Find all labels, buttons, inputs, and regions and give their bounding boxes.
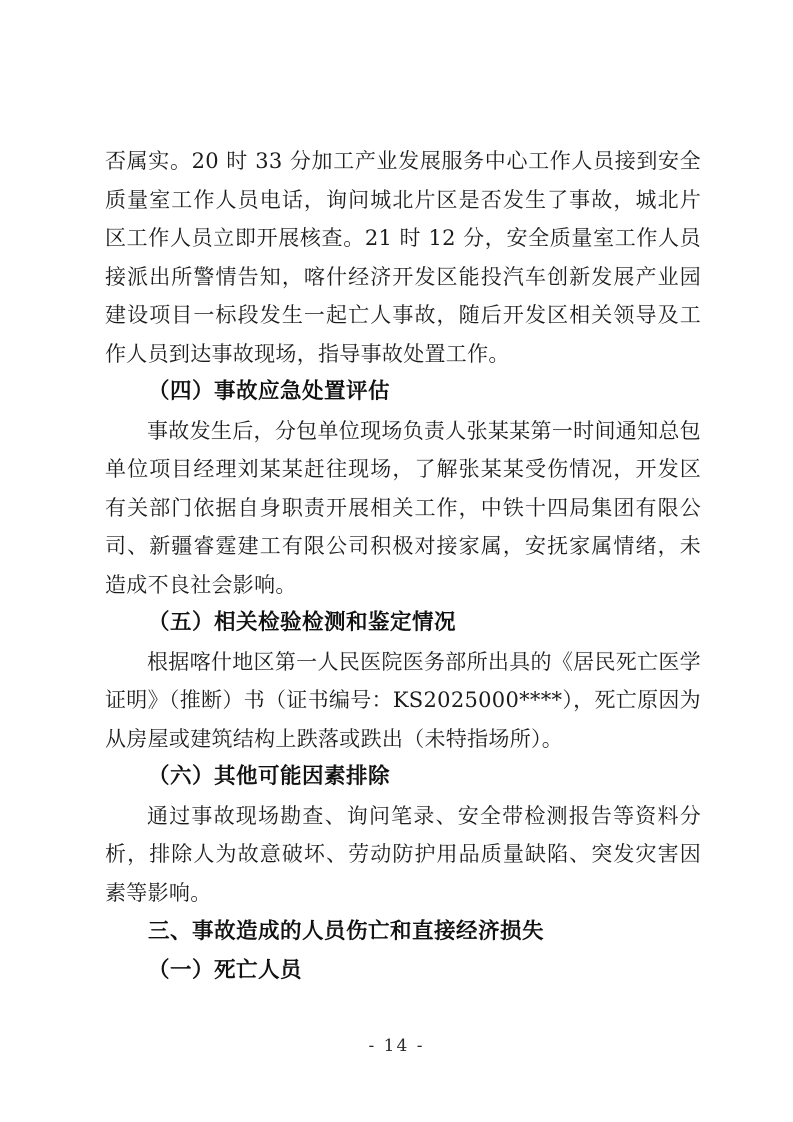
paragraph-inspection-and-appraisal: 根据喀什地区第一人民医院医务部所出具的《居民死亡医学证明》（推断）书（证书编号：KS2025000****），死亡原因为从房屋或建筑结构上跌落或跌出（未特指场所）。: [105, 649, 701, 751]
heading-section-1-deceased-persons: （一）死亡人员: [148, 958, 303, 983]
document-body: [105, 142, 701, 991]
page-number: - 14 -: [368, 1036, 425, 1056]
paragraph-emergency-disposal-evaluation: 事故发生后，分包单位现场负责人张某某第一时间通知总包单位项目经理刘某某赶往现场，了解张某某受伤情况，开发区有关部门依据自身职责开展相关工作，中铁十四局集团有限公司、新疆睿霆建工有限公司积极对接家属，安抚家属情绪，未造成不良社会影响。: [105, 418, 701, 597]
paragraph-other-factors-excluded: 通过事故现场勘查、询问笔录、安全带检测报告等资料分析，排除人为故意破坏、劳动防护用品质量缺陷、突发灾害因素等影响。: [105, 803, 701, 905]
heading-section-6-other-factors-excluded: （六）其他可能因素排除: [148, 764, 391, 789]
heading-chapter-3-casualties-and-economic-loss: 三、事故造成的人员伤亡和直接经济损失: [148, 919, 545, 944]
heading-section-5-inspection-and-appraisal: （五）相关检验检测和鉴定情况: [148, 610, 457, 635]
paragraph-emergency-response-continued: 否属实。20 时 33 分加工产业发展服务中心工作人员接到安全质量室工作人员电话，询问城北片区是否发生了事故，城北片区工作人员立即开展核查。21 时 12 分，安全质量室工作人员接派出所警情告知，喀什经济开发区能投汽车创新发展产业园建设项目一标段发生一起亡人事故，随后开发区相关领导及工作人员到达事故现场，指导事故处置工作。: [105, 149, 701, 366]
heading-section-4-emergency-disposal-evaluation: （四）事故应急处置评估: [148, 379, 391, 404]
